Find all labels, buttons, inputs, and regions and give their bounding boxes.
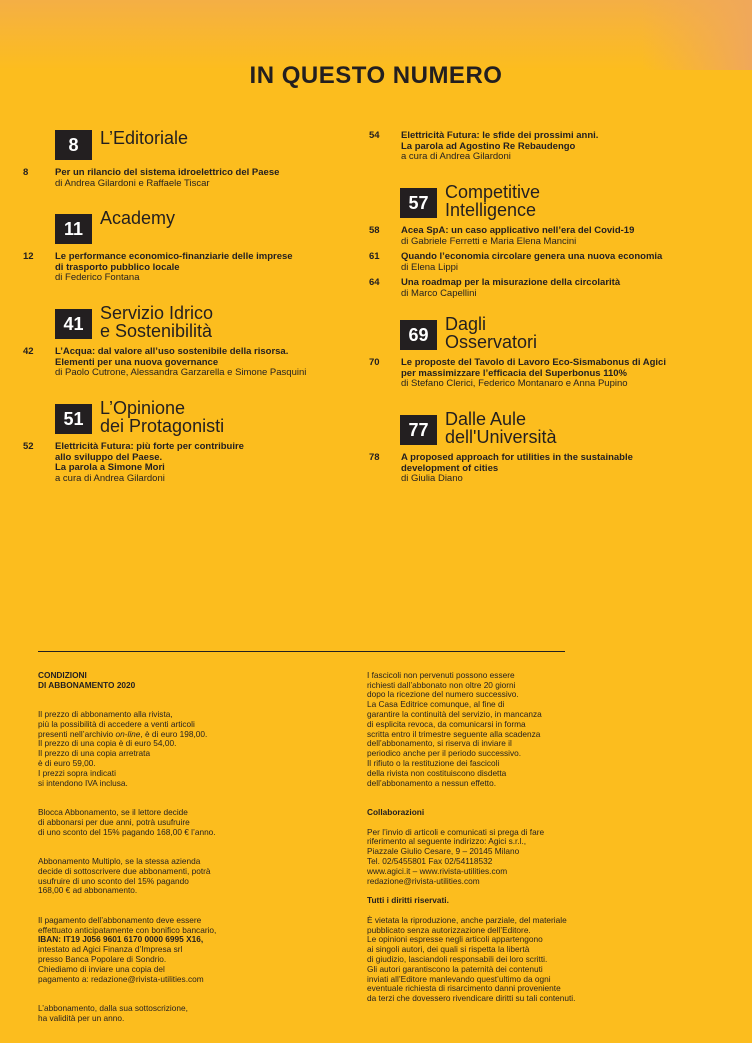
entry-page: 70 xyxy=(369,357,380,368)
collaborations-heading: Collaborazioni xyxy=(367,806,425,817)
conditions-multiplo: Abbonamento Multiplo, se la stessa azienda decide di sottoscrivere due abbonamenti, potrà usufruire di uno sconto del 15% pagando 168,00 € ad abbonamento. xyxy=(38,855,211,896)
entry-title: A proposed approach for utilities in the sustainable development of cities xyxy=(401,452,633,474)
entry-authors: di Stefano Clerici, Federico Montanaro e Anna Pupino xyxy=(401,378,628,389)
section-title: L’Opinione dei Protagonisti xyxy=(100,398,225,436)
entry-page: 61 xyxy=(369,251,380,262)
section-number: 57 xyxy=(400,188,437,218)
conditions-prices: Il prezzo di abbonamento alla rivista, più la possibilità di accedere a venti articoli presenti nell’archivio on-line, è di euro 198,00. Il prezzo di una copia è di euro 54,00. Il prezzo di una copia arretrata è di euro 59,00. I prezzi sopra indicati si intendono IVA inclusa. xyxy=(38,708,208,788)
conditions-payment: Il pagamento dell’abbonamento deve essere effettuato anticipatamente con bonifico bancario, IBAN: IT19 J056 9601 6170 0000 6995 X16, intestato ad Agici Finanza d’Impresa srl presso Banca Popolare di Sondrio. Chiediamo di inviare una copia del pagamento a: redazione@rivista-utilities.com xyxy=(38,914,217,984)
header-background xyxy=(0,0,752,70)
entry-authors: di Marco Capellini xyxy=(401,287,477,299)
conditions-heading: CONDIZIONI DI ABBONAMENTO 2020 xyxy=(38,669,136,690)
section-title: Dagli Osservatori xyxy=(445,314,538,352)
entry-title: Quando l’economia circolare genera una nuova economia xyxy=(401,251,663,262)
entry-title: Le proposte del Tavolo di Lavoro Eco-Sismabonus di Agici per massimizzare l’efficacia del Superbonus 110% xyxy=(401,357,666,379)
entry-authors: a cura di Andrea Gilardoni xyxy=(401,151,511,162)
entry-page: 8 xyxy=(23,167,29,178)
entry-authors: di Andrea Gilardoni e Raffaele Tiscar xyxy=(55,177,210,189)
section-number: 77 xyxy=(400,415,437,445)
divider-rule xyxy=(38,651,565,652)
section-title: Academy xyxy=(100,208,176,228)
section-title: L’Editoriale xyxy=(100,128,189,148)
entry-title: L’Acqua: dal valore all’uso sostenibile della risorsa. Elementi per una nuova governance xyxy=(55,346,289,368)
section-number: 69 xyxy=(400,320,437,350)
entry-authors: di Giulia Diano xyxy=(401,473,463,484)
collaborations-text: Per l’invio di articoli e comunicati si prega di fare riferimento al seguente indirizzo: Agici s.r.l., Piazzale Giulio Cesare, 9 – 20145 Milano Tel. 02/5455801 Fax 02/54118532 www.agici.it – www.rivista-utilities.com redazione@rivista-utilities.com xyxy=(367,826,545,886)
entry-title: Una roadmap per la misurazione della circolarità xyxy=(401,277,621,288)
conditions-blocca: Blocca Abbonamento, se il lettore decide di abbonarsi per due anni, potrà usufruire di uno sconto del 15% pagando 168,00 € l’anno. xyxy=(38,806,216,837)
entry-title: Le performance economico-finanziarie delle imprese di trasporto pubblico locale xyxy=(55,251,293,273)
section-number: 41 xyxy=(55,309,92,339)
entry-page: 78 xyxy=(369,452,380,463)
entry-page: 42 xyxy=(23,346,34,357)
section-number: 51 xyxy=(55,404,92,434)
entry-authors: di Gabriele Ferretti e Maria Elena Mancini xyxy=(401,235,577,247)
page-title: IN QUESTO NUMERO xyxy=(249,62,503,89)
entry-title: Per un rilancio del sistema idroelettrico del Paese xyxy=(55,167,280,178)
missing-issues-text: I fascicoli non pervenuti possono essere richiesti dall’abbonato non oltre 20 giorni dopo la ricezione del numero successivo. La Casa Editrice comunque, al fine di garantire la continuità del servizio, in mancanza di esplicita revoca, da comunicarsi in forma scritta entro il trimestre seguente alla scadenza dell’abbonamento, si riserva di inviare il periodico anche per il periodo successivo. Il rifiuto o la restituzione dei fascicoli della rivista non costituiscono disdetta dell’abbonamento a nessun effetto. xyxy=(367,669,542,788)
entry-authors: di Federico Fontana xyxy=(55,272,140,283)
section-number: 11 xyxy=(55,214,92,244)
entry-title: Acea SpA: un caso applicativo nell’era del Covid-19 xyxy=(401,225,635,236)
section-number: 8 xyxy=(55,130,92,160)
entry-authors: di Elena Lippi xyxy=(401,261,459,273)
entry-authors: di Paolo Cutrone, Alessandra Garzarella e Simone Pasquini xyxy=(55,367,307,378)
entry-page: 58 xyxy=(369,225,380,236)
section-title: Servizio Idrico e Sostenibilità xyxy=(100,303,214,341)
rights-heading: Tutti i diritti riservati. xyxy=(367,895,449,906)
header-background-accent xyxy=(642,0,752,70)
subscription-conditions xyxy=(38,661,358,1043)
publication-info xyxy=(367,661,667,1023)
section-title: Dalle Aule dell'Università xyxy=(445,409,557,447)
rights-text: È vietata la riproduzione, anche parziale, del materiale pubblicato senza autorizzazione dell’Editore. Le opinioni espresse negli articoli appartengono ai singoli autori, dei quali si rispetta la libertà di giudizio, lasciandoli responsabili dei loro scritti. Gli autori garantiscono la paternità dei contenuti inviati all’Editore manlevando quest’ultimo da ogni eventuale richiesta di risarcimento danni proveniente da terzi che dovessero rivendicare diritti su tali contenuti. xyxy=(367,914,576,1004)
entry-title: Elettricità Futura: le sfide dei prossimi anni. La parola ad Agostino Re Rebaudengo xyxy=(401,130,599,152)
entry-title: Elettricità Futura: più forte per contribuire allo sviluppo del Paese. La parola a Simone Mori xyxy=(55,441,244,473)
conditions-validity: L’abbonamento, dalla sua sottoscrizione, ha validità per un anno. xyxy=(38,1002,188,1023)
entry-authors: a cura di Andrea Gilardoni xyxy=(55,472,165,484)
section-title: Competitive Intelligence xyxy=(445,182,541,220)
entry-page: 54 xyxy=(369,130,380,141)
entry-page: 12 xyxy=(23,251,34,262)
entry-page: 64 xyxy=(369,277,380,288)
entry-page: 52 xyxy=(23,441,34,452)
